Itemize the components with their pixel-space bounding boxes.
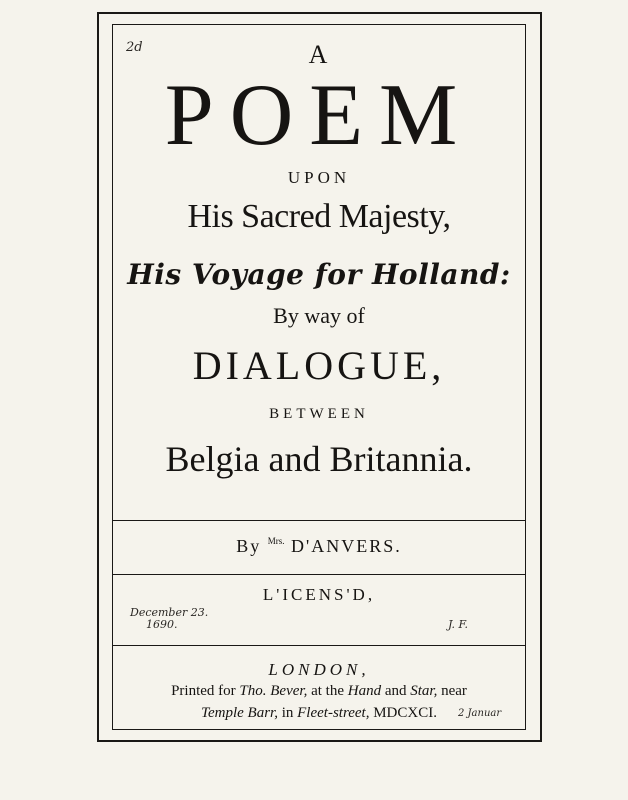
title-voyage-holland: His Voyage for Holland:: [127, 258, 511, 291]
title-sacred-majesty: His Sacred Majesty,: [187, 198, 451, 235]
corner-handwritten-note: 2d: [126, 40, 143, 55]
author-by: By: [236, 536, 262, 556]
imprint-year: MDCXCI.: [373, 705, 437, 721]
imprint-and: and: [384, 683, 407, 699]
author-name: D'ANVERS.: [291, 536, 402, 556]
imprint-city: LONDON,: [268, 660, 370, 679]
licence-initials: J. F.: [448, 618, 468, 631]
title-dialogue: DIALOGUE,: [192, 343, 446, 388]
title-belgia-britannia: Belgia and Britannia.: [165, 439, 473, 479]
imprint-sign-star: Star,: [410, 683, 438, 699]
imprint-printed-line: [112, 683, 526, 700]
imprint-location: Temple Barr,: [201, 705, 278, 721]
imprint-at-the: at the: [311, 683, 344, 699]
title-upon: UPON: [287, 168, 351, 187]
licence-label: L'ICENS'D,: [262, 585, 376, 604]
licence-date-line2: 1690.: [146, 618, 178, 631]
rule-above-imprint: [112, 645, 526, 646]
title-poem: POEM: [164, 67, 474, 164]
title-by-way-of: By way of: [273, 303, 365, 328]
imprint-in: in: [281, 705, 294, 721]
imprint-sign-hand: Hand: [347, 683, 382, 699]
imprint-near: near: [441, 683, 467, 699]
author-line: [112, 536, 526, 557]
licence-date-line1: December 23.: [130, 606, 209, 619]
imprint-street: Fleet-street,: [297, 705, 370, 721]
title-between: BETWEEN: [269, 406, 369, 422]
imprint-printed-for: Printed for: [171, 683, 236, 699]
rule-above-author: [112, 520, 526, 521]
imprint-printer: Tho. Bever,: [239, 683, 308, 699]
author-title-prefix: Mrs.: [267, 536, 285, 546]
imprint-handwritten-annotation: 2 Januar: [458, 708, 502, 719]
title-article: A: [308, 40, 330, 69]
rule-above-licence: [112, 574, 526, 575]
